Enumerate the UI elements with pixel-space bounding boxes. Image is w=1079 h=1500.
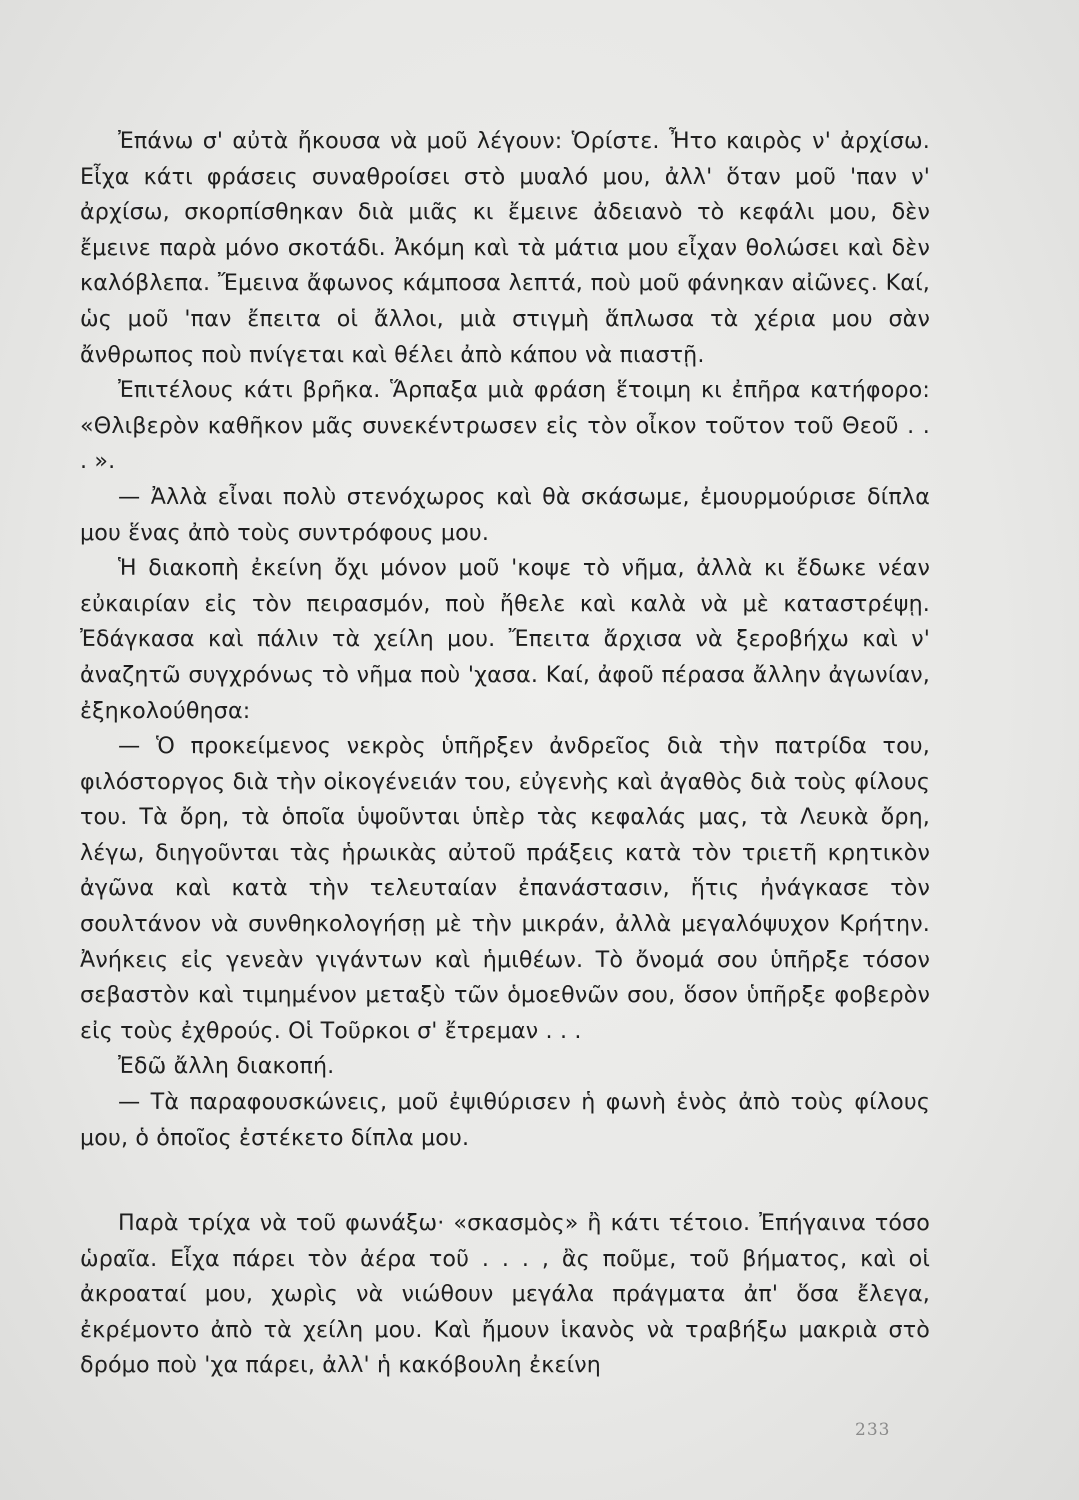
paragraph-1: Ἐπάνω σ' αὐτὰ ἤκουσα νὰ μοῦ λέγουν: Ὁρίστε. Ἦτο καιρὸς ν' ἀρχίσω. Εἶχα κάτι φράσεις συναθροίσει στὸ μυαλό μου, ἀλλ' ὅταν μοῦ 'παν ν' ἀρχίσω, σκορπίσθηκαν διὰ μιᾶς κι ἔμεινε ἀδειανὸ τὸ κεφάλι μου, δὲν ἔμεινε παρὰ μόνο σκοτάδι. Ἀκόμη καὶ τὰ μάτια μου εἶχαν θολώσει καὶ δὲν καλόβλεπα. Ἔμεινα ἄφωνος κάμποσα λεπτά, ποὺ μοῦ φάνηκαν αἰῶνες. Καί, ὡς μοῦ 'παν ἔπειτα οἱ ἄλλοι, μιὰ στιγμὴ ἅπλωσα τὰ χέρια μου σὰν ἄνθρωπος ποὺ πνίγεται καὶ θέλει ἀπὸ κάπου νὰ πιαστῇ. bbox=[80, 128, 930, 368]
dialogue-3: — Τὰ παραφουσκώνεις, μοῦ ἐψιθύρισεν ἡ φωνὴ ἑνὸς ἀπὸ τοὺς φίλους μου, ὁ ὁποῖος ἐστέκετο δίπλα μου. bbox=[80, 1089, 930, 1151]
page-number: 233 bbox=[855, 1420, 891, 1440]
paragraph-5: Παρὰ τρίχα νὰ τοῦ φωνάξω· «σκασμὸς» ἢ κάτι τέτοιο. Ἐπήγαινα τόσο ὡραῖα. Εἶχα πάρει τὸν ἀέρα τοῦ . . . , ἂς ποῦμε, τοῦ βήματος, καὶ οἱ ἀκροαταί μου, χωρὶς νὰ νιώθουν μεγάλα πράγματα ἀπ' ὅσα ἔλεγα, ἐκρέμοντο ἀπὸ τὰ χείλη μου. Καὶ ἤμουν ἱκανὸς νὰ τραβήξω μακριὰ στὸ δρόμο ποὺ 'χα πάρει, ἀλλ' ἡ κακόβουλη ἐκείνη bbox=[80, 1210, 930, 1379]
paragraph-3: Ἡ διακοπὴ ἐκείνη ὄχι μόνον μοῦ 'κοψε τὸ νῆμα, ἀλλὰ κι ἔδωκε νέαν εὐκαιρίαν εἰς τὸν πειρασμόν, ποὺ ἤθελε καὶ καλὰ νὰ μὲ καταστρέψῃ. Ἐδάγκασα καὶ πάλιν τὰ χείλη μου. Ἔπειτα ἄρχισα νὰ ξεροβήχω καὶ ν' ἀναζητῶ συγχρόνως τὸ νῆμα ποὺ 'χασα. Καί, ἀφοῦ πέρασα ἄλλην ἀγωνίαν, ἐξηκολούθησα: bbox=[80, 555, 930, 724]
second-text-block bbox=[80, 1206, 930, 1384]
paragraph-2: Ἐπιτέλους κάτι βρῆκα. Ἅρπαξα μιὰ φράση ἕτοιμη κι ἐπῆρα κατήφορο: «Θλιβερὸν καθῆκον μᾶς συνεκέντρωσεν εἰς τὸν οἶκον τοῦτον τοῦ Θεοῦ . . . ». bbox=[80, 377, 930, 475]
paragraph-4: Ἐδῶ ἄλλη διακοπή. bbox=[118, 1053, 335, 1080]
dialogue-2: — Ὁ προκείμενος νεκρὸς ὑπῆρξεν ἀνδρεῖος διὰ τὴν πατρίδα του, φιλόστοργος διὰ τὴν οἰκογένειάν του, εὐγενὴς καὶ ἀγαθὸς διὰ τοὺς φίλους του. Τὰ ὄρη, τὰ ὁποῖα ὑψοῦνται ὑπὲρ τὰς κεφαλάς μας, τὰ Λευκὰ ὄρη, λέγω, διηγοῦνται τὰς ἡρωικὰς αὐτοῦ πράξεις κατὰ τὸν τριετῆ κρητικὸν ἀγῶνα καὶ κατὰ τὴν τελευταίαν ἐπανάστασιν, ἥτις ἠνάγκασε τὸν σουλτάνον νὰ συνθηκολογήσῃ μὲ τὴν μικράν, ἀλλὰ μεγαλόψυχον Κρήτην. Ἀνήκεις εἰς γενεὰν γιγάντων καὶ ἡμιθέων. Τὸ ὄνομά σου ὑπῆρξε τόσον σεβαστὸν καὶ τιμημένον μεταξὺ τῶν ὁμοεθνῶν σου, ὅσον ὑπῆρξε φοβερὸν εἰς τοὺς ἐχθρούς. Οἱ Τοῦρκοι σ' ἔτρεμαν . . . bbox=[80, 733, 930, 1044]
main-text-block bbox=[80, 124, 930, 1156]
dialogue-1: — Ἀλλὰ εἶναι πολὺ στενόχωρος καὶ θὰ σκάσωμε, ἐμουρμούρισε δίπλα μου ἕνας ἀπὸ τοὺς συντρόφους μου. bbox=[80, 483, 930, 546]
